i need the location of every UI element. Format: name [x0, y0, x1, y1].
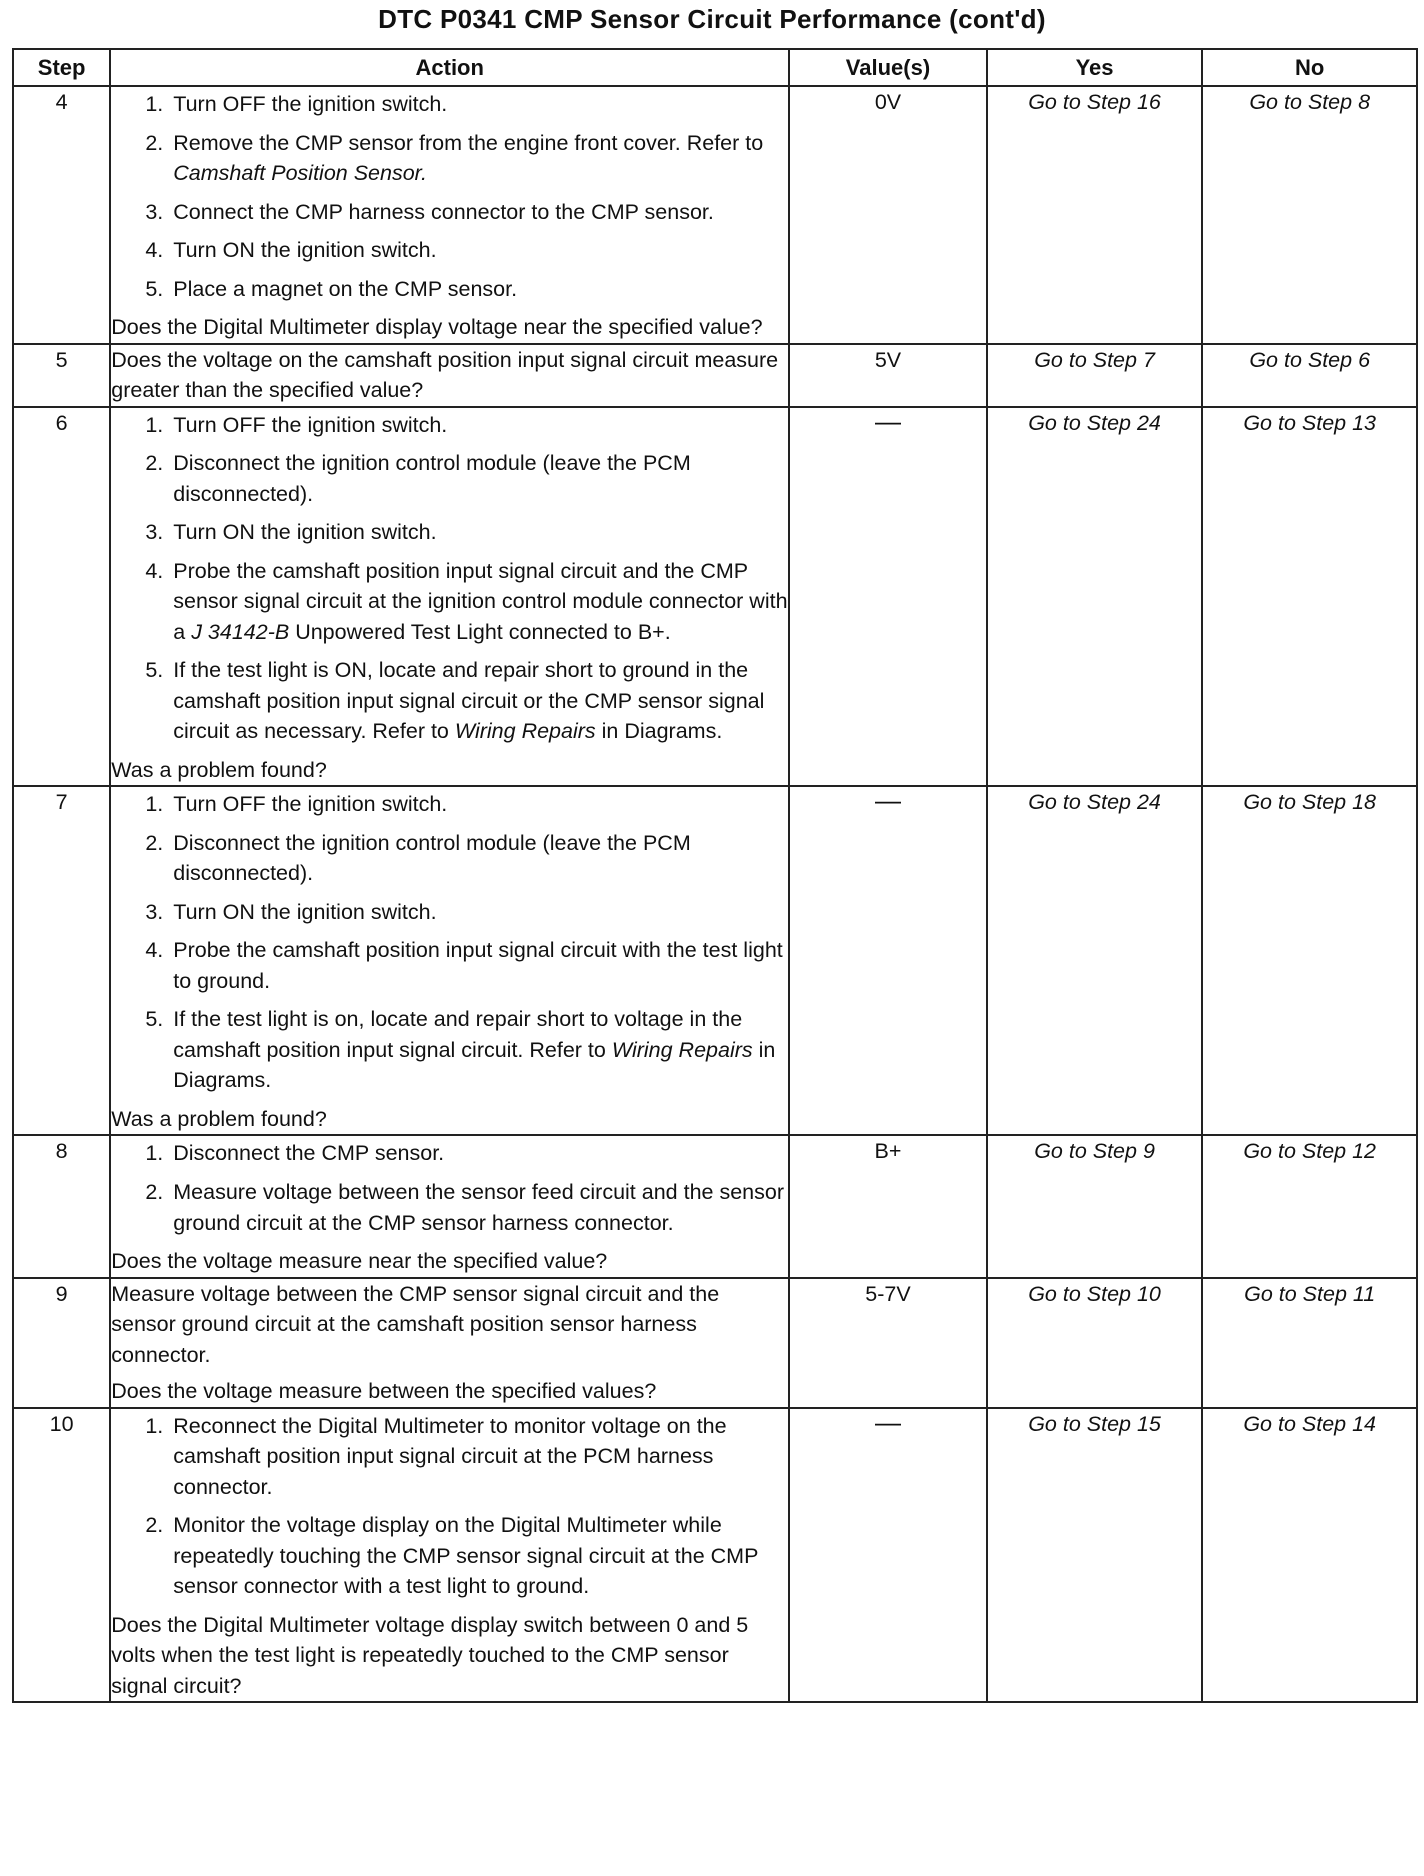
procedure-step [111, 274, 788, 305]
yes-outcome: Go to Step 9 [987, 1135, 1203, 1277]
no-outcome: Go to Step 13 [1202, 407, 1417, 787]
step-text: Turn OFF the ignition switch. [173, 412, 448, 437]
action-question: Was a problem found? [111, 757, 327, 782]
procedure-step-number: 5. [145, 276, 164, 301]
procedure-step-number: 2. [145, 130, 164, 155]
procedure-step [111, 448, 788, 509]
spec-value: 5-7V [865, 1281, 911, 1306]
yes-outcome: Go to Step 7 [987, 344, 1203, 407]
table-row [13, 407, 1417, 787]
procedure-step [111, 517, 788, 548]
no-outcome: Go to Step 8 [1202, 86, 1417, 344]
action-cell [110, 1408, 789, 1703]
procedure-step-text [173, 789, 788, 820]
step-text: Turn OFF the ignition switch. [173, 92, 448, 116]
step-text: Disconnect the ignition control module (leave the PCM disconnected). [173, 451, 691, 506]
table-row [13, 344, 1417, 407]
procedure-step-number: 1. [145, 1413, 164, 1438]
no-outcome: Go to Step 6 [1202, 344, 1417, 407]
action-question: Was a problem found? [111, 1106, 327, 1131]
procedure-step [111, 1004, 788, 1096]
procedure-step-number: 1. [145, 1141, 164, 1166]
step-number: 4 [13, 86, 110, 344]
step-number: 10 [13, 1408, 110, 1703]
procedure-step [111, 1138, 788, 1169]
procedure-list [111, 789, 788, 1096]
spec-value: B+ [874, 1139, 902, 1164]
action-question: Does the Digital Multimeter display voltage near the specified value? [111, 315, 763, 340]
step-number: 8 [13, 1135, 110, 1277]
step-text: Reconnect the Digital Multimeter to monitor voltage on the camshaft position input signal circuit at the PCM harness connector. [173, 1413, 727, 1499]
reference-text: Camshaft Position Sensor. [173, 161, 428, 186]
procedure-step-text [173, 448, 788, 509]
step-text: Turn ON the ignition switch. [173, 899, 437, 924]
value-cell [789, 1408, 987, 1703]
procedure-step [111, 1177, 788, 1238]
procedure-step-number: 5. [145, 1007, 164, 1032]
procedure-step-text [173, 274, 788, 305]
procedure-step [111, 655, 788, 747]
procedure-step-number: 2. [145, 451, 164, 476]
procedure-step-text [173, 1177, 788, 1238]
step-text: Disconnect the ignition control module (leave the PCM disconnected). [173, 830, 691, 886]
procedure-step-text [173, 1510, 788, 1602]
header-yes: Yes [987, 49, 1203, 86]
procedure-step-text [173, 897, 788, 928]
procedure-step-text [173, 89, 788, 120]
step-text: If the test light is on, locate and repair short to voltage in the camshaft position input signal circuit. Refer to [173, 1007, 743, 1062]
procedure-step-text [173, 655, 788, 747]
procedure-step-text [173, 935, 788, 996]
step-number: 6 [13, 407, 110, 787]
table-header-row [13, 49, 1417, 86]
procedure-step [111, 128, 788, 189]
table-row [13, 1135, 1417, 1277]
action-question: Does the voltage measure near the specified value? [111, 1249, 608, 1274]
step-number: 5 [13, 344, 110, 407]
procedure-step-text [173, 517, 788, 548]
yes-outcome: Go to Step 24 [987, 786, 1203, 1135]
procedure-step [111, 789, 788, 820]
procedure-step [111, 410, 788, 441]
value-cell [789, 1135, 987, 1277]
table-row [13, 1278, 1417, 1408]
procedure-step [111, 1510, 788, 1602]
procedure-step [111, 197, 788, 228]
procedure-step-text [173, 1138, 788, 1169]
action-cell [110, 344, 789, 407]
step-text: Probe the camshaft position input signal circuit and the CMP sensor signal circuit at the ignition control module connector with a [173, 558, 788, 644]
action-question: Does the Digital Multimeter voltage display switch between 0 and 5 volts when the test light is repeatedly touched to the CMP sensor signal circuit? [111, 1612, 749, 1698]
procedure-step-number: 1. [145, 92, 164, 116]
page-title: DTC P0341 CMP Sensor Circuit Performance (cont'd) [378, 4, 1046, 34]
action-cell [110, 786, 789, 1135]
action-cell [110, 86, 789, 344]
action-question: Does the voltage on the camshaft position input signal circuit measure greater than the specified value? [111, 347, 779, 403]
procedure-step-number: 5. [145, 658, 164, 683]
procedure-step-number: 2. [145, 830, 164, 855]
step-text: Measure voltage between the sensor feed circuit and the sensor ground circuit at the CMP sensor harness connector. [173, 1179, 784, 1235]
procedure-step [111, 935, 788, 996]
procedure-step [111, 1411, 788, 1503]
procedure-step-text [173, 556, 788, 648]
no-outcome: Go to Step 12 [1202, 1135, 1417, 1277]
step-number: 7 [13, 786, 110, 1135]
procedure-step-text [173, 1411, 788, 1503]
step-text: Connect the CMP harness connector to the CMP sensor. [173, 199, 714, 224]
procedure-step-text [173, 1004, 788, 1096]
value-cell [789, 1278, 987, 1408]
procedure-step-text [173, 410, 788, 441]
header-step: Step [13, 49, 110, 86]
procedure-step-number: 3. [145, 899, 164, 924]
procedure-step-number: 2. [145, 1513, 164, 1538]
step-text: Remove the CMP sensor from the engine front cover. Refer to [173, 130, 764, 155]
action-cell [110, 1135, 789, 1277]
procedure-step-number: 1. [145, 792, 164, 817]
table-row [13, 1408, 1417, 1703]
header-action: Action [110, 49, 789, 86]
spec-value: 5V [874, 347, 902, 372]
procedure-step-number: 3. [145, 520, 164, 545]
procedure-list [111, 1138, 788, 1238]
value-cell [789, 86, 987, 344]
procedure-step-text [173, 197, 788, 228]
step-text: Place a magnet on the CMP sensor. [173, 276, 518, 301]
step-text: Turn ON the ignition switch. [173, 520, 437, 545]
procedure-step-text [173, 828, 788, 889]
step-text-continued: in Diagrams. [173, 1037, 776, 1093]
action-instruction: Measure voltage between the CMP sensor signal circuit and the sensor ground circuit at the camshaft position sensor harness connector. [111, 1281, 720, 1367]
reference-text: Wiring Repairs [611, 1037, 753, 1062]
procedure-step-text [173, 128, 788, 189]
table-row [13, 86, 1417, 344]
procedure-step [111, 89, 788, 120]
procedure-list [111, 1411, 788, 1602]
step-text: If the test light is ON, locate and repair short to ground in the camshaft position input signal circuit or the CMP sensor signal circuit as necessary. Refer to [173, 658, 765, 744]
procedure-list [111, 89, 788, 304]
procedure-step [111, 897, 788, 928]
procedure-step [111, 556, 788, 648]
table-row [13, 786, 1417, 1135]
reference-text: Wiring Repairs [454, 719, 596, 744]
diagnostic-table [12, 48, 1418, 1703]
step-text: Monitor the voltage display on the Digital Multimeter while repeatedly touching the CMP sensor signal circuit at the CMP sensor connector with a test light to ground. [173, 1513, 759, 1599]
header-no: No [1202, 49, 1417, 86]
procedure-list [111, 410, 788, 747]
value-cell [789, 407, 987, 787]
yes-outcome: Go to Step 10 [987, 1278, 1203, 1408]
yes-outcome: Go to Step 24 [987, 407, 1203, 787]
spec-value: 0V [874, 90, 902, 114]
value-cell [789, 786, 987, 1135]
procedure-step-number: 1. [145, 412, 164, 437]
procedure-step [111, 828, 788, 889]
spec-value: — [874, 405, 901, 436]
step-text-continued: in Diagrams. [595, 719, 723, 744]
step-text: Turn OFF the ignition switch. [173, 792, 448, 817]
no-outcome: Go to Step 18 [1202, 786, 1417, 1135]
spec-value: — [874, 1406, 901, 1437]
action-question: Does the voltage measure between the specified values? [111, 1379, 657, 1404]
procedure-step-number: 3. [145, 199, 164, 224]
step-text: Disconnect the CMP sensor. [173, 1141, 445, 1166]
step-text-continued: Unpowered Test Light connected to B+. [289, 619, 671, 644]
no-outcome: Go to Step 14 [1202, 1408, 1417, 1703]
header-value: Value(s) [789, 49, 987, 86]
spec-value: — [874, 785, 901, 816]
step-text: Probe the camshaft position input signal circuit with the test light to ground. [173, 938, 783, 993]
yes-outcome: Go to Step 15 [987, 1408, 1203, 1703]
yes-outcome: Go to Step 16 [987, 86, 1203, 344]
action-cell [110, 407, 789, 787]
procedure-step [111, 235, 788, 266]
procedure-step-text [173, 235, 788, 266]
procedure-step-number: 2. [145, 1179, 164, 1204]
procedure-step-number: 4. [145, 238, 164, 263]
action-cell [110, 1278, 789, 1408]
procedure-step-number: 4. [145, 938, 164, 963]
value-cell [789, 344, 987, 407]
reference-text: J 34142-B [191, 619, 290, 644]
step-text: Turn ON the ignition switch. [173, 238, 437, 263]
no-outcome: Go to Step 11 [1202, 1278, 1417, 1408]
procedure-step-number: 4. [145, 558, 164, 583]
step-number: 9 [13, 1278, 110, 1408]
